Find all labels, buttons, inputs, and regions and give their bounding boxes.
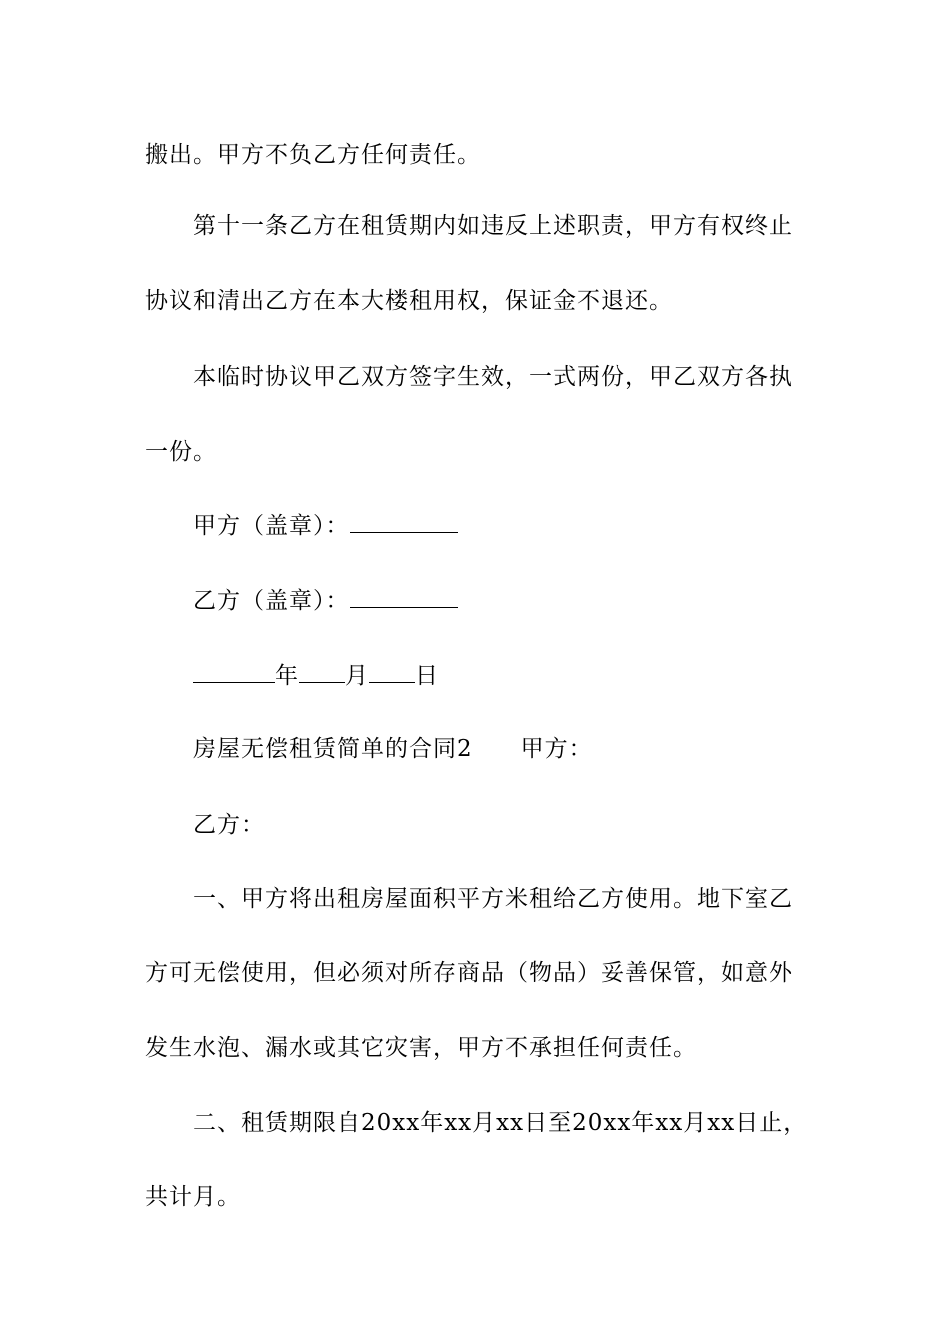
clause-line: 方可无偿使用，但必须对所存商品（物品）妥善保管，如意外 — [145, 960, 793, 986]
month-blank — [299, 660, 345, 683]
day-blank — [369, 660, 415, 683]
party-b-seal-label: 乙方（盖章）： — [193, 588, 350, 614]
party-a-signature-line — [193, 510, 873, 541]
party-a-signature-blank — [350, 510, 458, 533]
month-label: 月 — [345, 663, 369, 689]
year-label: 年 — [275, 663, 299, 689]
party-b-signature-blank — [350, 585, 458, 608]
clause-line: 共计月。 — [145, 1184, 241, 1210]
paragraph-line: 一份。 — [145, 439, 217, 465]
paragraph-line: 第十一条乙方在租赁期内如违反上述职责，甲方有权终止 — [193, 213, 793, 239]
party-a-seal-label: 甲方（盖章）： — [193, 513, 350, 539]
clause-line: 发生水泡、漏水或其它灾害，甲方不承担任何责任。 — [145, 1035, 697, 1061]
date-line — [193, 660, 873, 691]
contract2-heading-line — [193, 734, 873, 764]
contract2-party-b: 乙方： — [193, 812, 265, 838]
party-b-signature-line — [193, 585, 873, 616]
paragraph-line: 搬出。甲方不负乙方任何责任。 — [145, 142, 481, 168]
clause-line: 二、租赁期限自20xx年xx月xx日至20xx年xx月xx日止， — [193, 1110, 808, 1136]
paragraph-line: 本临时协议甲乙双方签字生效，一式两份，甲乙双方各执 — [193, 364, 793, 390]
year-blank — [193, 660, 275, 683]
day-label: 日 — [415, 663, 439, 689]
clause-line: 一、甲方将出租房屋面积平方米租给乙方使用。地下室乙 — [193, 886, 793, 912]
contract2-title: 房屋无偿租赁简单的合同2 — [193, 736, 473, 762]
paragraph-line: 协议和清出乙方在本大楼租用权，保证金不退还。 — [145, 288, 673, 314]
contract2-party-a: 甲方： — [520, 736, 593, 762]
